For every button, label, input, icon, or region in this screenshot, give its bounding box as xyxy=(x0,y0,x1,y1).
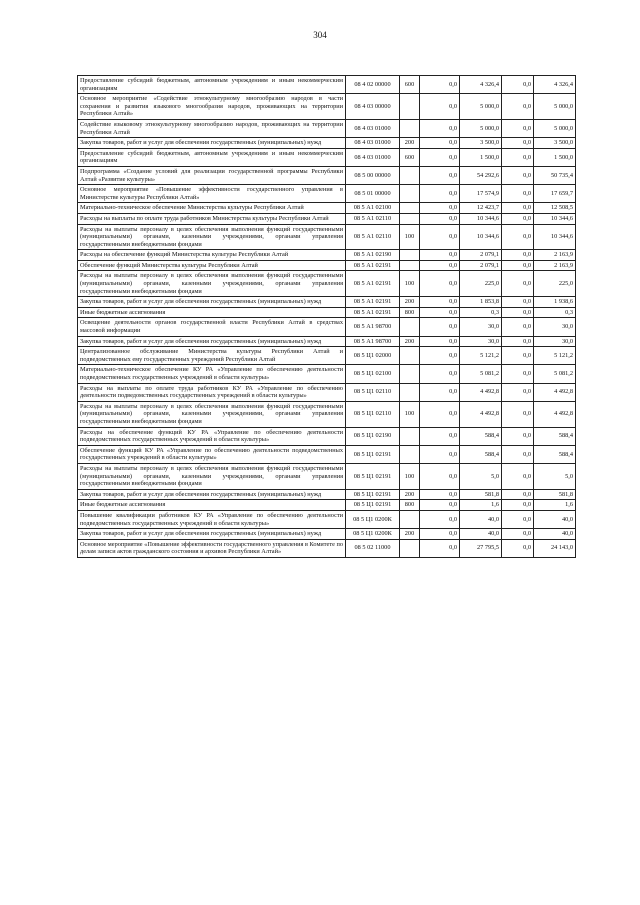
table-row xyxy=(78,203,576,214)
amount-cell: 0,0 xyxy=(420,138,460,149)
target-code-cell: 08 5 Ц1 02191 xyxy=(346,500,400,511)
amount-cell: 0,0 xyxy=(420,427,460,445)
amount-cell: 0,0 xyxy=(420,500,460,511)
expense-type-cell xyxy=(400,119,420,137)
amount-cell: 0,0 xyxy=(502,213,534,224)
amount-cell: 10 344,6 xyxy=(460,224,502,250)
expense-type-cell: 200 xyxy=(400,489,420,500)
amount-cell: 12 423,7 xyxy=(460,203,502,214)
target-code-cell: 08 4 03 01000 xyxy=(346,148,400,166)
amount-cell: 0,0 xyxy=(420,401,460,427)
amount-cell: 0,0 xyxy=(502,365,534,383)
amount-cell: 0,0 xyxy=(502,336,534,347)
amount-cell: 0,0 xyxy=(420,365,460,383)
amount-cell: 30,0 xyxy=(460,336,502,347)
table-row xyxy=(78,250,576,261)
amount-cell: 30,0 xyxy=(460,318,502,336)
amount-cell: 4 492,8 xyxy=(534,383,576,401)
target-code-cell: 08 5 Ц1 02191 xyxy=(346,445,400,463)
target-code-cell: 08 5 А1 02191 xyxy=(346,307,400,318)
table-row xyxy=(78,365,576,383)
amount-cell: 588,4 xyxy=(460,445,502,463)
amount-cell: 4 492,8 xyxy=(460,383,502,401)
amount-cell: 0,0 xyxy=(420,260,460,271)
table-row xyxy=(78,260,576,271)
expense-name-cell: Основное мероприятие «Содействие этнокультурному многообразию народов в части сохранения и развития языкового многообразия народов, проживающих на территории Республики Алтай» xyxy=(78,94,346,120)
expense-name-cell: Предоставление субсидий бюджетным, автономным учреждениям и иным некоммерческим организациям xyxy=(78,76,346,94)
page-number: 304 xyxy=(313,30,327,40)
amount-cell: 0,0 xyxy=(502,76,534,94)
expense-type-cell: 800 xyxy=(400,500,420,511)
amount-cell: 10 344,6 xyxy=(534,224,576,250)
expense-name-cell: Расходы на выплаты по оплате труда работников Министерства культуры Республики Алтай xyxy=(78,213,346,224)
expense-type-cell: 100 xyxy=(400,224,420,250)
expense-type-cell: 600 xyxy=(400,148,420,166)
amount-cell: 0,0 xyxy=(420,119,460,137)
expense-type-cell xyxy=(400,250,420,261)
expense-type-cell: 600 xyxy=(400,76,420,94)
expense-type-cell: 200 xyxy=(400,297,420,308)
expense-name-cell: Закупка товаров, работ и услуг для обеспечения государственных (муниципальных) нужд xyxy=(78,489,346,500)
amount-cell: 0,0 xyxy=(420,203,460,214)
amount-cell: 5 000,0 xyxy=(534,119,576,137)
target-code-cell: 08 5 Ц1 0200К xyxy=(346,529,400,540)
amount-cell: 0,0 xyxy=(502,347,534,365)
table-row xyxy=(78,445,576,463)
amount-cell: 588,4 xyxy=(460,427,502,445)
amount-cell: 0,0 xyxy=(420,336,460,347)
amount-cell: 4 326,4 xyxy=(460,76,502,94)
table-row xyxy=(78,427,576,445)
expense-type-cell xyxy=(400,383,420,401)
amount-cell: 0,0 xyxy=(502,529,534,540)
amount-cell: 0,0 xyxy=(502,445,534,463)
amount-cell: 581,8 xyxy=(460,489,502,500)
expense-type-cell: 100 xyxy=(400,271,420,297)
table-row xyxy=(78,347,576,365)
target-code-cell: 08 5 Ц1 02000 xyxy=(346,347,400,365)
amount-cell: 0,0 xyxy=(502,489,534,500)
amount-cell: 0,0 xyxy=(502,463,534,489)
amount-cell: 0,0 xyxy=(502,318,534,336)
amount-cell: 30,0 xyxy=(534,336,576,347)
amount-cell: 0,0 xyxy=(420,213,460,224)
amount-cell: 0,0 xyxy=(420,185,460,203)
expense-type-cell xyxy=(400,94,420,120)
table-row xyxy=(78,336,576,347)
expense-type-cell xyxy=(400,510,420,528)
amount-cell: 0,3 xyxy=(534,307,576,318)
amount-cell: 0,0 xyxy=(502,271,534,297)
table-row xyxy=(78,119,576,137)
amount-cell: 0,0 xyxy=(502,510,534,528)
expense-name-cell: Расходы на обеспечение функций Министерства культуры Республики Алтай xyxy=(78,250,346,261)
expense-name-cell: Расходы на выплаты персоналу в целях обеспечения выполнения функций государственными (муниципальными) органами, казенными учреждениями, органами управления государственными внебюджетными фондами xyxy=(78,271,346,297)
amount-cell: 581,8 xyxy=(534,489,576,500)
expense-name-cell: Предоставление субсидий бюджетным, автономным учреждениям и иным некоммерческим организациям xyxy=(78,148,346,166)
expense-name-cell: Закупка товаров, работ и услуг для обеспечения государственных (муниципальных) нужд xyxy=(78,138,346,149)
amount-cell: 0,0 xyxy=(420,148,460,166)
amount-cell: 0,0 xyxy=(420,224,460,250)
amount-cell: 0,0 xyxy=(502,307,534,318)
expense-name-cell: Закупка товаров, работ и услуг для обеспечения государственных (муниципальных) нужд xyxy=(78,297,346,308)
amount-cell: 0,0 xyxy=(420,166,460,184)
table-row xyxy=(78,138,576,149)
expense-name-cell: Подпрограмма «Создание условий для реализации государственной программы Республики Алтай «Развитие культуры» xyxy=(78,166,346,184)
amount-cell: 1,6 xyxy=(460,500,502,511)
expense-name-cell: Обеспечение функций КУ РА «Управление по обеспечению деятельности подведомственных государственных учреждений в области культуры» xyxy=(78,445,346,463)
amount-cell: 588,4 xyxy=(534,445,576,463)
expense-name-cell: Расходы на выплаты персоналу в целях обеспечения выполнения функций государственными (муниципальными) органами, казенными учреждениями, органами управления государственными внебюджетными фондами xyxy=(78,224,346,250)
amount-cell: 0,0 xyxy=(420,94,460,120)
expense-type-cell xyxy=(400,185,420,203)
amount-cell: 0,0 xyxy=(420,347,460,365)
expense-type-cell xyxy=(400,427,420,445)
table-row xyxy=(78,213,576,224)
amount-cell: 0,0 xyxy=(420,297,460,308)
expense-type-cell xyxy=(400,260,420,271)
target-code-cell: 08 5 А1 02190 xyxy=(346,250,400,261)
target-code-cell: 08 5 А1 98700 xyxy=(346,336,400,347)
amount-cell: 40,0 xyxy=(460,510,502,528)
amount-cell: 5 000,0 xyxy=(460,119,502,137)
table-row xyxy=(78,76,576,94)
table-row xyxy=(78,166,576,184)
amount-cell: 30,0 xyxy=(534,318,576,336)
amount-cell: 5 081,2 xyxy=(460,365,502,383)
table-row xyxy=(78,148,576,166)
amount-cell: 0,0 xyxy=(420,445,460,463)
expense-name-cell: Обеспечение функций Министерства культуры Республики Алтай xyxy=(78,260,346,271)
expense-type-cell: 200 xyxy=(400,336,420,347)
amount-cell: 0,0 xyxy=(420,489,460,500)
amount-cell: 50 735,4 xyxy=(534,166,576,184)
amount-cell: 0,0 xyxy=(502,383,534,401)
amount-cell: 0,0 xyxy=(502,224,534,250)
amount-cell: 5 121,2 xyxy=(460,347,502,365)
amount-cell: 0,0 xyxy=(502,119,534,137)
budget-table xyxy=(77,75,576,558)
target-code-cell: 08 5 А1 02110 xyxy=(346,213,400,224)
expense-type-cell: 200 xyxy=(400,529,420,540)
table-row xyxy=(78,307,576,318)
amount-cell: 0,0 xyxy=(420,271,460,297)
expense-name-cell: Расходы на выплаты по оплате труда работников КУ РА «Управление по обеспечению деятельности подведомственных государственных учреждений в области культуры» xyxy=(78,383,346,401)
amount-cell: 0,0 xyxy=(502,94,534,120)
target-code-cell: 08 5 А1 02191 xyxy=(346,297,400,308)
amount-cell: 40,0 xyxy=(534,510,576,528)
amount-cell: 4 492,8 xyxy=(460,401,502,427)
amount-cell: 0,0 xyxy=(420,383,460,401)
target-code-cell: 08 5 Ц1 02100 xyxy=(346,365,400,383)
expense-name-cell: Расходы на обеспечение функций КУ РА «Управление по обеспечению деятельности подведомственных государственных учреждений в области культуры» xyxy=(78,427,346,445)
target-code-cell: 08 5 А1 02110 xyxy=(346,224,400,250)
target-code-cell: 08 5 А1 98700 xyxy=(346,318,400,336)
expense-name-cell: Освещение деятельности органов государственной власти Республики Алтай в средствах массовой информации xyxy=(78,318,346,336)
expense-name-cell: Основное мероприятие «Повышение эффективности государственного управления в Министерстве культуры Республики Алтай» xyxy=(78,185,346,203)
expense-type-cell xyxy=(400,445,420,463)
table-row xyxy=(78,185,576,203)
amount-cell: 40,0 xyxy=(534,529,576,540)
table-row xyxy=(78,463,576,489)
amount-cell: 27 795,5 xyxy=(460,539,502,557)
amount-cell: 225,0 xyxy=(460,271,502,297)
amount-cell: 1 500,0 xyxy=(460,148,502,166)
amount-cell: 0,0 xyxy=(420,318,460,336)
amount-cell: 0,0 xyxy=(420,250,460,261)
amount-cell: 1,6 xyxy=(534,500,576,511)
table-row xyxy=(78,94,576,120)
expense-name-cell: Повышение квалификации работников КУ РА «Управление по обеспечению деятельности подведомственных государственных учреждений в области культуры» xyxy=(78,510,346,528)
amount-cell: 5 121,2 xyxy=(534,347,576,365)
amount-cell: 12 508,5 xyxy=(534,203,576,214)
expense-type-cell xyxy=(400,166,420,184)
expense-type-cell xyxy=(400,347,420,365)
expense-type-cell: 100 xyxy=(400,401,420,427)
expense-type-cell xyxy=(400,318,420,336)
expense-name-cell: Закупка товаров, работ и услуг для обеспечения государственных (муниципальных) нужд xyxy=(78,529,346,540)
expense-name-cell: Материально-техническое обеспечение КУ РА «Управление по обеспечению деятельности подведомственных государственных учреждений в области культуры» xyxy=(78,365,346,383)
amount-cell: 0,0 xyxy=(420,539,460,557)
amount-cell: 4 492,8 xyxy=(534,401,576,427)
amount-cell: 0,0 xyxy=(502,401,534,427)
amount-cell: 0,0 xyxy=(502,500,534,511)
amount-cell: 17 574,9 xyxy=(460,185,502,203)
amount-cell: 2 163,9 xyxy=(534,260,576,271)
amount-cell: 0,0 xyxy=(420,529,460,540)
amount-cell: 0,0 xyxy=(420,307,460,318)
expense-type-cell xyxy=(400,539,420,557)
table-row xyxy=(78,401,576,427)
amount-cell: 10 344,6 xyxy=(534,213,576,224)
amount-cell: 5 081,2 xyxy=(534,365,576,383)
amount-cell: 0,0 xyxy=(502,166,534,184)
expense-type-cell xyxy=(400,213,420,224)
amount-cell: 0,0 xyxy=(502,539,534,557)
amount-cell: 1 500,0 xyxy=(534,148,576,166)
expense-type-cell: 200 xyxy=(400,138,420,149)
amount-cell: 17 659,7 xyxy=(534,185,576,203)
target-code-cell: 08 4 03 01000 xyxy=(346,138,400,149)
amount-cell: 0,0 xyxy=(502,260,534,271)
expense-name-cell: Материально-техническое обеспечение Министерства культуры Республики Алтай xyxy=(78,203,346,214)
amount-cell: 0,0 xyxy=(502,185,534,203)
amount-cell: 2 079,1 xyxy=(460,250,502,261)
expense-name-cell: Закупка товаров, работ и услуг для обеспечения государственных (муниципальных) нужд xyxy=(78,336,346,347)
amount-cell: 5 000,0 xyxy=(534,94,576,120)
expense-type-cell: 800 xyxy=(400,307,420,318)
expense-name-cell: Централизованное обслуживание Министерства культуры Республики Алтай и подведомственных ему государственных учреждений Республики Алтай xyxy=(78,347,346,365)
target-code-cell: 08 5 Ц1 02110 xyxy=(346,383,400,401)
amount-cell: 1 853,8 xyxy=(460,297,502,308)
target-code-cell: 08 4 03 00000 xyxy=(346,94,400,120)
amount-cell: 3 500,0 xyxy=(534,138,576,149)
target-code-cell: 08 5 Ц1 02191 xyxy=(346,463,400,489)
amount-cell: 0,0 xyxy=(502,427,534,445)
target-code-cell: 08 5 Ц1 02190 xyxy=(346,427,400,445)
expense-name-cell: Иные бюджетные ассигнования xyxy=(78,307,346,318)
amount-cell: 0,0 xyxy=(502,250,534,261)
table-row xyxy=(78,500,576,511)
amount-cell: 5 000,0 xyxy=(460,94,502,120)
amount-cell: 0,0 xyxy=(420,463,460,489)
amount-cell: 0,0 xyxy=(502,203,534,214)
expense-name-cell: Содействие языковому этнокультурному многообразию народов, проживающих на территории Республики Алтай xyxy=(78,119,346,137)
amount-cell: 4 326,4 xyxy=(534,76,576,94)
table-row xyxy=(78,489,576,500)
target-code-cell: 08 4 03 01000 xyxy=(346,119,400,137)
amount-cell: 5,0 xyxy=(460,463,502,489)
table-row xyxy=(78,271,576,297)
amount-cell: 0,0 xyxy=(502,297,534,308)
target-code-cell: 08 5 А1 02100 xyxy=(346,203,400,214)
amount-cell: 1 938,6 xyxy=(534,297,576,308)
table-row xyxy=(78,318,576,336)
target-code-cell: 08 5 Ц1 02191 xyxy=(346,489,400,500)
target-code-cell: 08 5 А1 02191 xyxy=(346,271,400,297)
expense-name-cell: Основное мероприятие «Повышение эффективности государственного управления в Комитете по делам записи актов гражданского состояния и архивов Республики Алтай» xyxy=(78,539,346,557)
table-row xyxy=(78,529,576,540)
table-row xyxy=(78,510,576,528)
target-code-cell: 08 5 02 11000 xyxy=(346,539,400,557)
amount-cell: 5,0 xyxy=(534,463,576,489)
target-code-cell: 08 5 А1 02191 xyxy=(346,260,400,271)
amount-cell: 2 079,1 xyxy=(460,260,502,271)
target-code-cell: 08 5 01 00000 xyxy=(346,185,400,203)
amount-cell: 0,3 xyxy=(460,307,502,318)
expense-name-cell: Расходы на выплаты персоналу в целях обеспечения выполнения функций государственными (муниципальными) органами, казенными учреждениями, органами управления государственными внебюджетными фондами xyxy=(78,463,346,489)
expense-type-cell xyxy=(400,365,420,383)
target-code-cell: 08 5 Ц1 02110 xyxy=(346,401,400,427)
target-code-cell: 08 4 02 00000 xyxy=(346,76,400,94)
table-row xyxy=(78,383,576,401)
table-row xyxy=(78,297,576,308)
amount-cell: 0,0 xyxy=(502,138,534,149)
expense-name-cell: Иные бюджетные ассигнования xyxy=(78,500,346,511)
expense-name-cell: Расходы на выплаты персоналу в целях обеспечения выполнения функций государственными (муниципальными) органами, казенными учреждениями, органами управления государственными внебюджетными фондами xyxy=(78,401,346,427)
amount-cell: 0,0 xyxy=(420,76,460,94)
amount-cell: 2 163,9 xyxy=(534,250,576,261)
amount-cell: 0,0 xyxy=(420,510,460,528)
amount-cell: 588,4 xyxy=(534,427,576,445)
amount-cell: 225,0 xyxy=(534,271,576,297)
amount-cell: 3 500,0 xyxy=(460,138,502,149)
table-row xyxy=(78,224,576,250)
amount-cell: 54 292,6 xyxy=(460,166,502,184)
amount-cell: 40,0 xyxy=(460,529,502,540)
budget-table-body xyxy=(78,76,576,558)
amount-cell: 0,0 xyxy=(502,148,534,166)
target-code-cell: 08 5 Ц1 0200К xyxy=(346,510,400,528)
table-row xyxy=(78,539,576,557)
amount-cell: 24 143,0 xyxy=(534,539,576,557)
expense-type-cell: 100 xyxy=(400,463,420,489)
amount-cell: 10 344,6 xyxy=(460,213,502,224)
expense-type-cell xyxy=(400,203,420,214)
target-code-cell: 08 5 00 00000 xyxy=(346,166,400,184)
